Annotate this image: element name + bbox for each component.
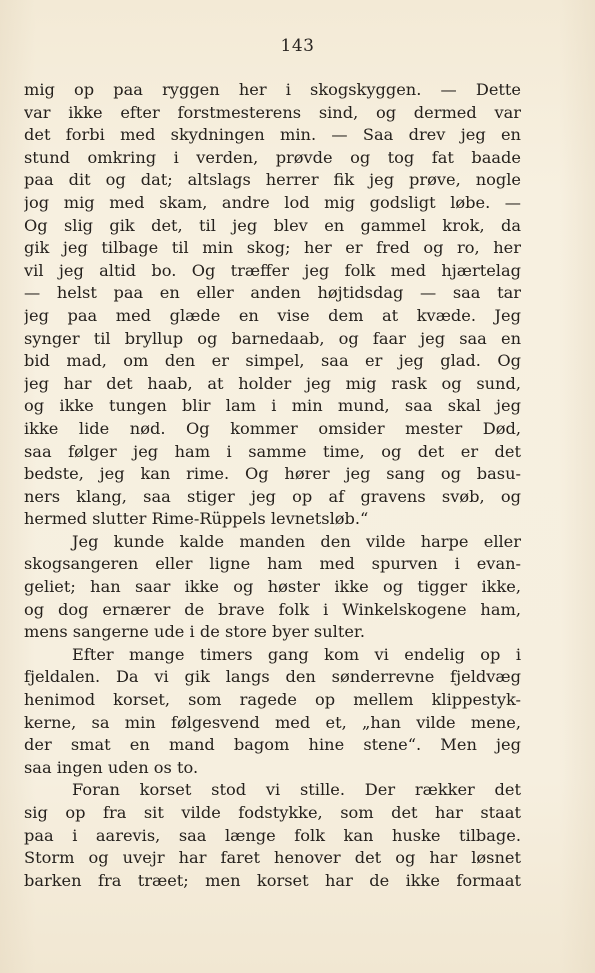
text-line: var ikke efter forstmesterens sind, og dermed var <box>24 102 521 122</box>
text-line: paa i aarevis, saa længe folk kan huske tilbage. <box>24 825 521 845</box>
text-line: saa følger jeg ham i samme time, og det er det <box>24 441 521 461</box>
text-line: synger til bryllup og barnedaab, og faar jeg saa en <box>24 328 521 348</box>
text-line: kerne, sa min følgesvend med et, „han vilde mene, <box>24 712 521 732</box>
text-line: Storm og uvejr har faret henover det og har løsnet <box>24 848 521 868</box>
text-line: bedste, jeg kan rime. Og hører jeg sang og basu- <box>24 464 521 484</box>
text-line: skogsangeren eller ligne ham med spurven i evan- <box>24 554 521 574</box>
text-line: jog mig med skam, andre lod mig godsligt løbe. — <box>24 192 521 212</box>
text-line: Foran korset stod vi stille. Der rækker det <box>72 780 521 800</box>
text-line: — helst paa en eller anden højtidsdag — saa tar <box>24 283 521 303</box>
text-line: geliet; han saar ikke og høster ikke og tigger ikke, <box>24 577 521 597</box>
text-line: og ikke tungen blir lam i min mund, saa skal jeg <box>24 396 521 416</box>
text-line: gik jeg tilbage til min skog; her er fred og ro, her <box>24 238 521 258</box>
text-line: vil jeg altid bo. Og træffer jeg folk med hjærtelag <box>24 260 521 280</box>
text-line: saa ingen uden os to. <box>24 757 199 777</box>
text-line: henimod korset, som ragede op mellem klippestyk- <box>24 690 521 710</box>
text-line: Jeg kunde kalde manden den vilde harpe eller <box>72 531 521 551</box>
text-line: Efter mange timers gang kom vi endelig op i <box>72 644 521 664</box>
text-line: og dog ernærer de brave folk i Winkelskogene ham, <box>24 599 521 619</box>
text-line: bid mad, om den er simpel, saa er jeg glad. Og <box>24 351 521 371</box>
text-line: paa dit og dat; altslags herrer fik jeg prøve, nogle <box>24 170 521 190</box>
text-line: ikke lide nød. Og kommer omsider mester Død, <box>24 418 521 438</box>
text-line: hermed slutter Rime-Rüppels levnetsløb.“ <box>24 509 369 529</box>
text-line: barken fra træet; men korset har de ikke formaat <box>24 870 521 890</box>
body-text <box>24 79 521 892</box>
text-line: mig op paa ryggen her i skogskyggen. — Dette <box>24 80 521 99</box>
text-line: Og slig gik det, til jeg blev en gammel krok, da <box>24 215 521 235</box>
text-line: jeg paa med glæde en vise dem at kvæde. Jeg <box>24 305 521 325</box>
text-line: det forbi med skydningen min. — Saa drev jeg en <box>24 125 521 145</box>
page-number: 143 <box>280 36 315 56</box>
text-line: fjeldalen. Da vi gik langs den sønderrevne fjeldvæg <box>24 667 521 687</box>
text-line: ners klang, saa stiger jeg op af gravens svøb, og <box>24 486 521 506</box>
text-line: sig op fra sit vilde fodstykke, som det har staat <box>24 803 521 822</box>
text-line: der smat en mand bagom hine stene“. Men jeg <box>24 735 521 755</box>
text-line: mens sangerne ude i de store byer sulter. <box>24 622 366 642</box>
text-line: stund omkring i verden, prøvde og tog fat baade <box>24 147 521 167</box>
text-line: jeg har det haab, at holder jeg mig rask og sund, <box>24 373 521 393</box>
